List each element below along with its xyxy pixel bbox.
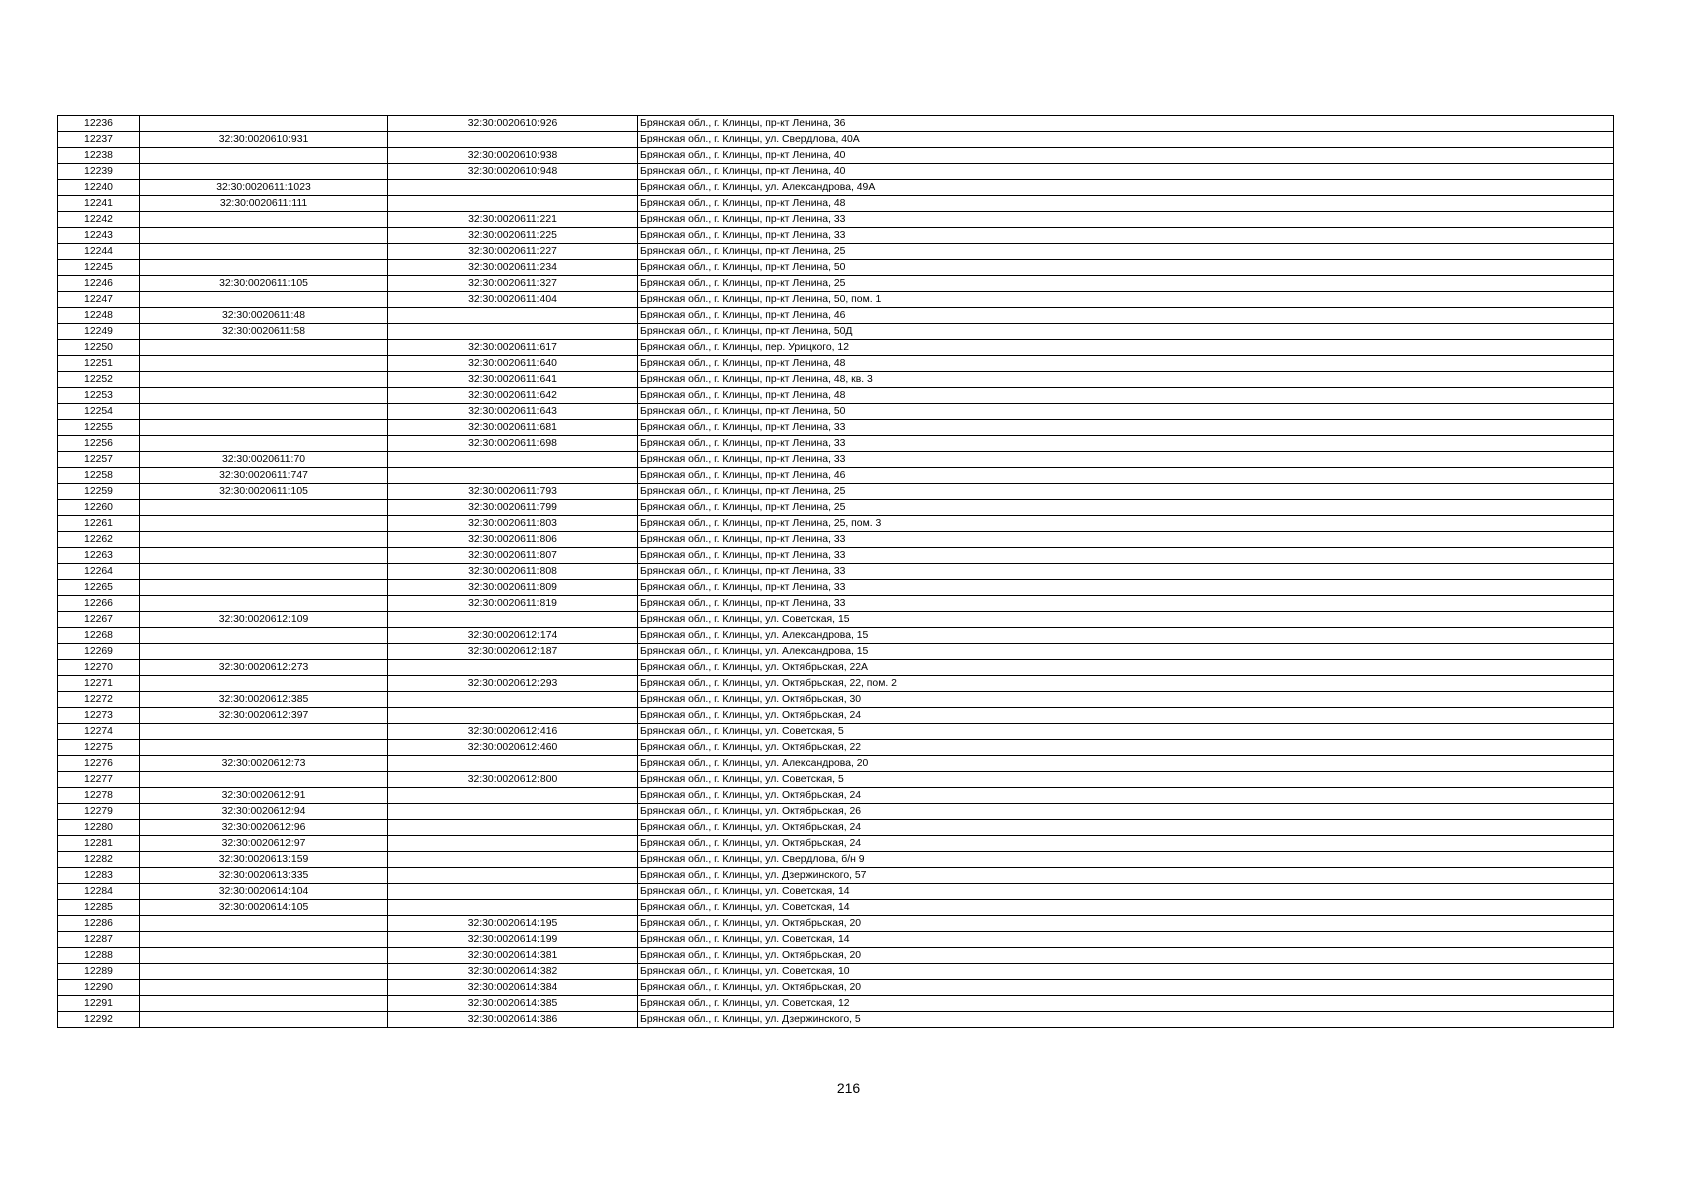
row-number-cell: 12248 [58,308,140,324]
table-row [58,468,1614,484]
row-number-cell: 12289 [58,964,140,980]
table-row [58,852,1614,868]
cadastral-number-cell [140,516,388,532]
row-number-cell: 12239 [58,164,140,180]
cadastral-number-cell [140,436,388,452]
row-number-cell: 12242 [58,212,140,228]
table-row [58,580,1614,596]
table-row [58,244,1614,260]
premises-cadastral-number-cell: 32:30:0020612:416 [388,724,638,740]
premises-cadastral-number-cell: 32:30:0020611:643 [388,404,638,420]
registry-table-body [58,116,1614,1028]
table-row [58,404,1614,420]
table-row [58,548,1614,564]
address-cell: Брянская обл., г. Клинцы, ул. Советская, 12 [638,996,1614,1012]
cadastral-number-cell: 32:30:0020612:73 [140,756,388,772]
row-number-cell: 12276 [58,756,140,772]
table-row [58,868,1614,884]
table-row [58,596,1614,612]
cadastral-number-cell: 32:30:0020610:931 [140,132,388,148]
address-cell: Брянская обл., г. Клинцы, пр-кт Ленина, 46 [638,468,1614,484]
cadastral-number-cell [140,996,388,1012]
premises-cadastral-number-cell: 32:30:0020611:803 [388,516,638,532]
row-number-cell: 12265 [58,580,140,596]
premises-cadastral-number-cell: 32:30:0020611:640 [388,356,638,372]
premises-cadastral-number-cell: 32:30:0020612:460 [388,740,638,756]
cadastral-number-cell [140,212,388,228]
cadastral-number-cell: 32:30:0020612:91 [140,788,388,804]
row-number-cell: 12278 [58,788,140,804]
table-row [58,116,1614,132]
table-row [58,772,1614,788]
cadastral-number-cell [140,580,388,596]
address-cell: Брянская обл., г. Клинцы, пер. Урицкого, 12 [638,340,1614,356]
address-cell: Брянская обл., г. Клинцы, пр-кт Ленина, 40 [638,164,1614,180]
premises-cadastral-number-cell [388,692,638,708]
premises-cadastral-number-cell: 32:30:0020614:386 [388,1012,638,1028]
row-number-cell: 12290 [58,980,140,996]
row-number-cell: 12292 [58,1012,140,1028]
row-number-cell: 12266 [58,596,140,612]
premises-cadastral-number-cell [388,708,638,724]
table-row [58,612,1614,628]
cadastral-number-cell [140,340,388,356]
premises-cadastral-number-cell: 32:30:0020611:819 [388,596,638,612]
table-row [58,196,1614,212]
cadastral-number-cell [140,980,388,996]
address-cell: Брянская обл., г. Клинцы, ул. Советская, 10 [638,964,1614,980]
address-cell: Брянская обл., г. Клинцы, ул. Александрова, 15 [638,628,1614,644]
address-cell: Брянская обл., г. Клинцы, ул. Октябрьская, 22, пом. 2 [638,676,1614,692]
table-row [58,676,1614,692]
table-row [58,372,1614,388]
table-row [58,532,1614,548]
premises-cadastral-number-cell: 32:30:0020610:948 [388,164,638,180]
premises-cadastral-number-cell: 32:30:0020614:385 [388,996,638,1012]
cadastral-number-cell: 32:30:0020612:97 [140,836,388,852]
table-row [58,980,1614,996]
premises-cadastral-number-cell: 32:30:0020611:617 [388,340,638,356]
premises-cadastral-number-cell: 32:30:0020611:809 [388,580,638,596]
cadastral-number-cell: 32:30:0020611:105 [140,484,388,500]
address-cell: Брянская обл., г. Клинцы, ул. Октябрьская, 26 [638,804,1614,820]
address-cell: Брянская обл., г. Клинцы, ул. Октябрьская, 20 [638,980,1614,996]
row-number-cell: 12268 [58,628,140,644]
address-cell: Брянская обл., г. Клинцы, пр-кт Ленина, 48, кв. 3 [638,372,1614,388]
premises-cadastral-number-cell [388,868,638,884]
table-row [58,948,1614,964]
table-row [58,756,1614,772]
row-number-cell: 12277 [58,772,140,788]
premises-cadastral-number-cell: 32:30:0020611:225 [388,228,638,244]
address-cell: Брянская обл., г. Клинцы, ул. Советская, 14 [638,932,1614,948]
row-number-cell: 12256 [58,436,140,452]
premises-cadastral-number-cell: 32:30:0020612:293 [388,676,638,692]
row-number-cell: 12287 [58,932,140,948]
premises-cadastral-number-cell: 32:30:0020614:195 [388,916,638,932]
cadastral-number-cell [140,228,388,244]
table-row [58,164,1614,180]
premises-cadastral-number-cell: 32:30:0020614:381 [388,948,638,964]
address-cell: Брянская обл., г. Клинцы, пр-кт Ленина, 25 [638,500,1614,516]
premises-cadastral-number-cell [388,788,638,804]
premises-cadastral-number-cell: 32:30:0020612:800 [388,772,638,788]
row-number-cell: 12270 [58,660,140,676]
cadastral-number-cell [140,676,388,692]
cadastral-number-cell [140,420,388,436]
address-cell: Брянская обл., г. Клинцы, пр-кт Ленина, 33 [638,564,1614,580]
premises-cadastral-number-cell: 32:30:0020610:926 [388,116,638,132]
cadastral-number-cell [140,628,388,644]
address-cell: Брянская обл., г. Клинцы, ул. Александрова, 49А [638,180,1614,196]
table-row [58,452,1614,468]
address-cell: Брянская обл., г. Клинцы, пр-кт Ленина, 25 [638,484,1614,500]
row-number-cell: 12271 [58,676,140,692]
address-cell: Брянская обл., г. Клинцы, ул. Советская, 5 [638,772,1614,788]
premises-cadastral-number-cell: 32:30:0020611:806 [388,532,638,548]
row-number-cell: 12244 [58,244,140,260]
cadastral-number-cell: 32:30:0020612:385 [140,692,388,708]
cadastral-number-cell: 32:30:0020611:70 [140,452,388,468]
premises-cadastral-number-cell [388,756,638,772]
table-row [58,740,1614,756]
cadastral-number-cell [140,644,388,660]
cadastral-number-cell [140,164,388,180]
address-cell: Брянская обл., г. Клинцы, пр-кт Ленина, 33 [638,532,1614,548]
address-cell: Брянская обл., г. Клинцы, пр-кт Ленина, 46 [638,308,1614,324]
row-number-cell: 12283 [58,868,140,884]
cadastral-number-cell [140,116,388,132]
table-row [58,916,1614,932]
address-cell: Брянская обл., г. Клинцы, ул. Советская, 14 [638,900,1614,916]
cadastral-number-cell [140,724,388,740]
address-cell: Брянская обл., г. Клинцы, ул. Александрова, 20 [638,756,1614,772]
premises-cadastral-number-cell: 32:30:0020611:793 [388,484,638,500]
premises-cadastral-number-cell: 32:30:0020612:174 [388,628,638,644]
table-row [58,628,1614,644]
table-row [58,724,1614,740]
table-row [58,884,1614,900]
address-cell: Брянская обл., г. Клинцы, пр-кт Ленина, 33 [638,436,1614,452]
premises-cadastral-number-cell [388,612,638,628]
premises-cadastral-number-cell [388,308,638,324]
address-cell: Брянская обл., г. Клинцы, ул. Советская, 15 [638,612,1614,628]
premises-cadastral-number-cell: 32:30:0020612:187 [388,644,638,660]
cadastral-number-cell: 32:30:0020612:273 [140,660,388,676]
cadastral-number-cell [140,292,388,308]
row-number-cell: 12245 [58,260,140,276]
table-row [58,804,1614,820]
row-number-cell: 12258 [58,468,140,484]
table-row [58,292,1614,308]
table-row [58,324,1614,340]
cadastral-number-cell: 32:30:0020612:96 [140,820,388,836]
premises-cadastral-number-cell [388,852,638,868]
table-row [58,420,1614,436]
premises-cadastral-number-cell: 32:30:0020614:384 [388,980,638,996]
address-cell: Брянская обл., г. Клинцы, ул. Октябрьская, 30 [638,692,1614,708]
cadastral-number-cell [140,564,388,580]
row-number-cell: 12285 [58,900,140,916]
premises-cadastral-number-cell [388,132,638,148]
row-number-cell: 12243 [58,228,140,244]
cadastral-number-cell [140,548,388,564]
table-row [58,228,1614,244]
table-row [58,644,1614,660]
cadastral-number-cell: 32:30:0020611:58 [140,324,388,340]
premises-cadastral-number-cell [388,884,638,900]
table-row [58,820,1614,836]
row-number-cell: 12279 [58,804,140,820]
row-number-cell: 12274 [58,724,140,740]
cadastral-number-cell: 32:30:0020612:94 [140,804,388,820]
registry-table [57,115,1614,1028]
table-row [58,836,1614,852]
address-cell: Брянская обл., г. Клинцы, пр-кт Ленина, 50 [638,404,1614,420]
premises-cadastral-number-cell: 32:30:0020611:227 [388,244,638,260]
address-cell: Брянская обл., г. Клинцы, ул. Октябрьская, 22А [638,660,1614,676]
table-row [58,500,1614,516]
row-number-cell: 12249 [58,324,140,340]
address-cell: Брянская обл., г. Клинцы, ул. Октябрьская, 22 [638,740,1614,756]
cadastral-number-cell: 32:30:0020612:397 [140,708,388,724]
table-row [58,692,1614,708]
row-number-cell: 12262 [58,532,140,548]
cadastral-number-cell [140,964,388,980]
cadastral-number-cell: 32:30:0020613:159 [140,852,388,868]
address-cell: Брянская обл., г. Клинцы, ул. Октябрьская, 24 [638,788,1614,804]
address-cell: Брянская обл., г. Клинцы, пр-кт Ленина, 33 [638,228,1614,244]
cadastral-number-cell [140,596,388,612]
premises-cadastral-number-cell [388,180,638,196]
row-number-cell: 12263 [58,548,140,564]
address-cell: Брянская обл., г. Клинцы, пр-кт Ленина, 48 [638,388,1614,404]
premises-cadastral-number-cell [388,196,638,212]
address-cell: Брянская обл., г. Клинцы, пр-кт Ленина, 33 [638,596,1614,612]
address-cell: Брянская обл., г. Клинцы, ул. Октябрьская, 20 [638,916,1614,932]
table-row [58,900,1614,916]
row-number-cell: 12264 [58,564,140,580]
row-number-cell: 12261 [58,516,140,532]
table-row [58,148,1614,164]
row-number-cell: 12240 [58,180,140,196]
premises-cadastral-number-cell [388,660,638,676]
address-cell: Брянская обл., г. Клинцы, ул. Советская, 5 [638,724,1614,740]
table-row [58,308,1614,324]
table-row [58,340,1614,356]
premises-cadastral-number-cell: 32:30:0020611:808 [388,564,638,580]
cadastral-number-cell: 32:30:0020611:105 [140,276,388,292]
table-row [58,660,1614,676]
premises-cadastral-number-cell [388,836,638,852]
address-cell: Брянская обл., г. Клинцы, пр-кт Ленина, 50 [638,260,1614,276]
cadastral-number-cell: 32:30:0020614:104 [140,884,388,900]
cadastral-number-cell [140,948,388,964]
premises-cadastral-number-cell: 32:30:0020611:642 [388,388,638,404]
cadastral-number-cell: 32:30:0020613:335 [140,868,388,884]
table-row [58,388,1614,404]
row-number-cell: 12284 [58,884,140,900]
cadastral-number-cell [140,148,388,164]
table-row [58,1012,1614,1028]
address-cell: Брянская обл., г. Клинцы, пр-кт Ленина, 25 [638,276,1614,292]
cadastral-number-cell [140,388,388,404]
row-number-cell: 12254 [58,404,140,420]
table-row [58,260,1614,276]
row-number-cell: 12286 [58,916,140,932]
address-cell: Брянская обл., г. Клинцы, пр-кт Ленина, 50Д [638,324,1614,340]
table-row [58,708,1614,724]
table-row [58,788,1614,804]
address-cell: Брянская обл., г. Клинцы, ул. Советская, 14 [638,884,1614,900]
table-row [58,356,1614,372]
address-cell: Брянская обл., г. Клинцы, ул. Свердлова, б/н 9 [638,852,1614,868]
premises-cadastral-number-cell: 32:30:0020611:234 [388,260,638,276]
address-cell: Брянская обл., г. Клинцы, пр-кт Ленина, 40 [638,148,1614,164]
row-number-cell: 12273 [58,708,140,724]
cadastral-number-cell: 32:30:0020611:1023 [140,180,388,196]
cadastral-number-cell [140,244,388,260]
cadastral-number-cell [140,740,388,756]
address-cell: Брянская обл., г. Клинцы, пр-кт Ленина, 33 [638,548,1614,564]
premises-cadastral-number-cell: 32:30:0020611:327 [388,276,638,292]
address-cell: Брянская обл., г. Клинцы, ул. Октябрьская, 24 [638,820,1614,836]
table-row [58,964,1614,980]
table-row [58,484,1614,500]
row-number-cell: 12269 [58,644,140,660]
address-cell: Брянская обл., г. Клинцы, пр-кт Ленина, 33 [638,580,1614,596]
row-number-cell: 12246 [58,276,140,292]
cadastral-number-cell [140,404,388,420]
row-number-cell: 12247 [58,292,140,308]
cadastral-number-cell: 32:30:0020614:105 [140,900,388,916]
premises-cadastral-number-cell [388,820,638,836]
address-cell: Брянская обл., г. Клинцы, пр-кт Ленина, 48 [638,196,1614,212]
cadastral-number-cell: 32:30:0020611:48 [140,308,388,324]
premises-cadastral-number-cell: 32:30:0020611:807 [388,548,638,564]
row-number-cell: 12250 [58,340,140,356]
row-number-cell: 12238 [58,148,140,164]
row-number-cell: 12241 [58,196,140,212]
row-number-cell: 12272 [58,692,140,708]
cadastral-number-cell [140,1012,388,1028]
address-cell: Брянская обл., г. Клинцы, пр-кт Ленина, 50, пом. 1 [638,292,1614,308]
row-number-cell: 12275 [58,740,140,756]
cadastral-number-cell: 32:30:0020612:109 [140,612,388,628]
premises-cadastral-number-cell: 32:30:0020611:698 [388,436,638,452]
premises-cadastral-number-cell: 32:30:0020611:799 [388,500,638,516]
address-cell: Брянская обл., г. Клинцы, ул. Дзержинского, 5 [638,1012,1614,1028]
table-row [58,996,1614,1012]
table-row [58,132,1614,148]
premises-cadastral-number-cell: 32:30:0020614:199 [388,932,638,948]
premises-cadastral-number-cell: 32:30:0020611:641 [388,372,638,388]
table-row [58,276,1614,292]
row-number-cell: 12255 [58,420,140,436]
table-row [58,932,1614,948]
address-cell: Брянская обл., г. Клинцы, ул. Октябрьская, 24 [638,708,1614,724]
row-number-cell: 12236 [58,116,140,132]
table-row [58,516,1614,532]
row-number-cell: 12291 [58,996,140,1012]
premises-cadastral-number-cell: 32:30:0020614:382 [388,964,638,980]
cadastral-number-cell [140,532,388,548]
row-number-cell: 12267 [58,612,140,628]
premises-cadastral-number-cell [388,900,638,916]
premises-cadastral-number-cell [388,804,638,820]
row-number-cell: 12282 [58,852,140,868]
row-number-cell: 12251 [58,356,140,372]
table-row [58,212,1614,228]
row-number-cell: 12280 [58,820,140,836]
cadastral-number-cell [140,356,388,372]
row-number-cell: 12252 [58,372,140,388]
address-cell: Брянская обл., г. Клинцы, ул. Свердлова, 40А [638,132,1614,148]
address-cell: Брянская обл., г. Клинцы, пр-кт Ленина, 33 [638,452,1614,468]
address-cell: Брянская обл., г. Клинцы, пр-кт Ленина, 48 [638,356,1614,372]
table-row [58,180,1614,196]
premises-cadastral-number-cell: 32:30:0020611:681 [388,420,638,436]
premises-cadastral-number-cell [388,452,638,468]
premises-cadastral-number-cell: 32:30:0020610:938 [388,148,638,164]
row-number-cell: 12288 [58,948,140,964]
address-cell: Брянская обл., г. Клинцы, пр-кт Ленина, 25 [638,244,1614,260]
cadastral-number-cell [140,500,388,516]
address-cell: Брянская обл., г. Клинцы, пр-кт Ленина, 33 [638,212,1614,228]
page-number: 216 [836,1080,861,1096]
row-number-cell: 12253 [58,388,140,404]
row-number-cell: 12257 [58,452,140,468]
premises-cadastral-number-cell [388,324,638,340]
row-number-cell: 12237 [58,132,140,148]
address-cell: Брянская обл., г. Клинцы, пр-кт Ленина, 36 [638,116,1614,132]
address-cell: Брянская обл., г. Клинцы, пр-кт Ленина, 33 [638,420,1614,436]
address-cell: Брянская обл., г. Клинцы, ул. Дзержинского, 57 [638,868,1614,884]
row-number-cell: 12260 [58,500,140,516]
address-cell: Брянская обл., г. Клинцы, ул. Александрова, 15 [638,644,1614,660]
address-cell: Брянская обл., г. Клинцы, ул. Октябрьская, 24 [638,836,1614,852]
row-number-cell: 12281 [58,836,140,852]
address-cell: Брянская обл., г. Клинцы, ул. Октябрьская, 20 [638,948,1614,964]
row-number-cell: 12259 [58,484,140,500]
premises-cadastral-number-cell [388,468,638,484]
cadastral-number-cell [140,916,388,932]
cadastral-number-cell: 32:30:0020611:747 [140,468,388,484]
cadastral-number-cell [140,260,388,276]
address-cell: Брянская обл., г. Клинцы, пр-кт Ленина, 25, пом. 3 [638,516,1614,532]
table-row [58,564,1614,580]
cadastral-number-cell [140,932,388,948]
table-row [58,436,1614,452]
cadastral-number-cell [140,372,388,388]
premises-cadastral-number-cell: 32:30:0020611:221 [388,212,638,228]
cadastral-number-cell: 32:30:0020611:111 [140,196,388,212]
premises-cadastral-number-cell: 32:30:0020611:404 [388,292,638,308]
cadastral-number-cell [140,772,388,788]
